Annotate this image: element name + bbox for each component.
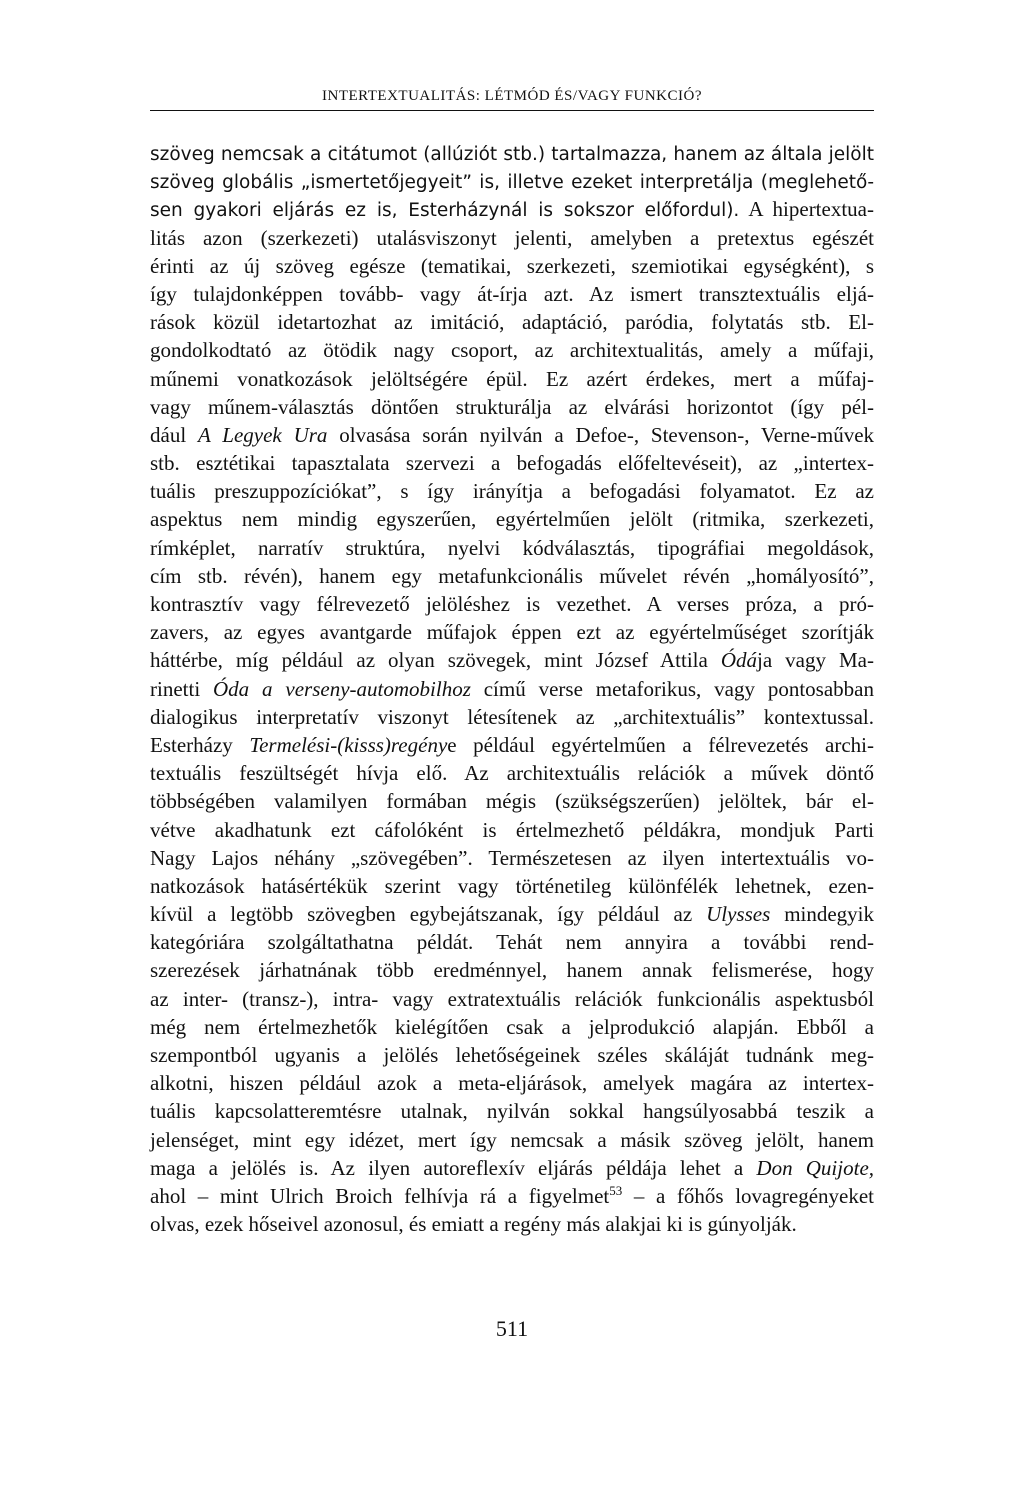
text-line: tuális kapcsolatteremtésre utalnak, nyilván sokkal hangsúlyosabbá teszik a <box>150 1099 874 1124</box>
text-line: olvas, ezek hőseivel azonosul, és emiatt a regény más alakjai ki is gúnyolják. <box>150 1212 797 1237</box>
text-line: Esterházy Termelési-(kisss)regénye például egyértelműen a félrevezetés archi- <box>150 732 874 757</box>
text-line: ahol – mint Ulrich Broich felhívja rá a figyelmet$^{53}$ – a főhős lovagregényeket <box>150 1182 874 1208</box>
italic-title: Don Quijote, <box>756 1155 875 1180</box>
text-line: textuális feszültségét hívja elő. Az architextuális relációk a művek döntő <box>150 761 874 786</box>
italic-title: Termelési-(kisss)regény <box>249 732 448 757</box>
text-line: cím stb. révén), hanem egy metafunkcionális művelet révén „homályosító”, <box>150 563 874 588</box>
italic-title: A Legyek Ura <box>198 422 328 447</box>
text-line: az inter- (transz-), intra- vagy extratextuális relációk funkcionális aspektusból <box>150 986 874 1011</box>
text-line: natkozások hatásértékük szerint vagy történetileg különfélék lehetnek, ezen- <box>150 873 874 898</box>
running-head: INTERTEXTUALITÁS: LÉTMÓD ÉS/VAGY FUNKCIÓ? <box>322 88 702 104</box>
text-line: rinetti Óda a verseny-automobilhoz című verse metaforikus, vagy pontosabban <box>150 676 874 701</box>
text-line: háttérbe, míg például az olyan szövegek, mint József Attila Ódája vagy Ma- <box>150 648 874 673</box>
text-line: vagy műnem-választás döntően strukturálja az elvárási horizontot (így pél- <box>150 394 874 419</box>
text-line: még nem értelmezhetők kielégítően csak a jelprodukció alapján. Ebből a <box>150 1014 874 1039</box>
text-line: szempontból ugyanis a jelölés lehetőségeinek széles skáláját tudnánk meg- <box>150 1043 874 1067</box>
text-line: rások közül idetartozhat az imitáció, adaptáció, paródia, folytatás stb. El- <box>150 310 874 335</box>
italic-title: Óda a verseny-automobilhoz <box>213 676 471 701</box>
page-number: 511 <box>495 1316 529 1341</box>
text-line: stb. esztétikai tapasztalata szervezi a befogadás előfeltevéseit), az „intertex- <box>150 451 874 476</box>
text-line: kívül a legtöbb szövegben egybejátszanak, így például az Ulysses mindegyik <box>150 902 875 927</box>
text-line: jelenséget, mint egy idézet, mert így nemcsak a másik szöveg jelölt, hanem <box>150 1127 874 1152</box>
text-line: zavers, az egyes avantgarde műfajok éppen ezt az egyértelműséget szorítják <box>150 620 874 645</box>
text-line: érinti az új szöveg egésze (tematikai, szerkezeti, szemiotikai egységként), s <box>150 253 874 278</box>
text-line: szerezések járhatnának több eredménnyel, hanem annak felismerése, hogy <box>150 958 874 983</box>
text-line: kategóriára szolgáltathatna példát. Tehát nem annyira a további rend- <box>150 930 874 955</box>
text-line: gondolkodtató az ötödik nagy csoport, az architextualitás, amely a műfaji, <box>150 338 874 363</box>
text-line: dialogikus interpretatív viszonyt létesítenek az „architextuális” kontextussal. <box>150 704 874 729</box>
text-line: litás azon (szerkezeti) utalásviszonyt jelenti, amelyben a pretextus egészét <box>150 225 874 250</box>
text-line: kontrasztív vagy félrevezető jelöléshez is vezethet. A verses próza, a pró- <box>150 592 874 616</box>
text-line: aspektus nem mindig egyszerűen, egyértelműen jelölt (ritmika, szerkezeti, <box>150 507 874 532</box>
text-line: alkotni, hiszen például azok a meta-eljárások, amelyek magára az intertex- <box>150 1071 874 1096</box>
text-line: Nagy Lajos néhány „szövegében”. Természetesen az ilyen intertextuális vo- <box>150 845 874 870</box>
text-line: maga a jelölés is. Az ilyen autoreflexív eljárás példája lehet a Don Quijote, <box>150 1155 875 1180</box>
text-line: tuális preszuppozíciókat”, s így irányítja a befogadási folyamatot. Ez az <box>150 479 874 504</box>
text-line: vétve akadhatunk ezt cáfolóként is értelmezhető példákra, mondjuk Parti <box>150 817 874 842</box>
text-line: sen gyakori eljárás ez is, Esterházynál is sokszor előfordul). A hipertextua- <box>150 197 874 222</box>
body-text <box>150 139 874 1238</box>
text-line: dául A Legyek Ura olvasása során nyilván a Defoe-, Stevenson-, Verne-művek <box>150 422 875 447</box>
footnote-marker: 53 <box>609 1182 623 1198</box>
text-line: így tulajdonképpen tovább- vagy át-írja azt. Az ismert transztextuális eljá- <box>150 281 874 306</box>
text-line: többségében valamilyen formában mégis (szükségszerűen) jelöltek, bár el- <box>150 789 874 814</box>
text-line: rímképlet, narratív struktúra, nyelvi kódválasztás, tipográfiai megoldások, <box>150 535 874 560</box>
text-line: szöveg nemcsak a citátumot (allúziót stb.) tartalmazza, hanem az általa jelölt <box>150 144 874 165</box>
italic-title: Ódá <box>720 648 757 673</box>
text-line: műnemi vonatkozások jelöltségére épül. Ez azért érdekes, mert a műfaj- <box>150 366 874 391</box>
header-rule <box>150 110 874 111</box>
text-line: szöveg globális „ismertetőjegyeit” is, illetve ezeket interpretálja (meglehető- <box>150 172 874 194</box>
italic-title: Ulysses <box>706 902 771 927</box>
